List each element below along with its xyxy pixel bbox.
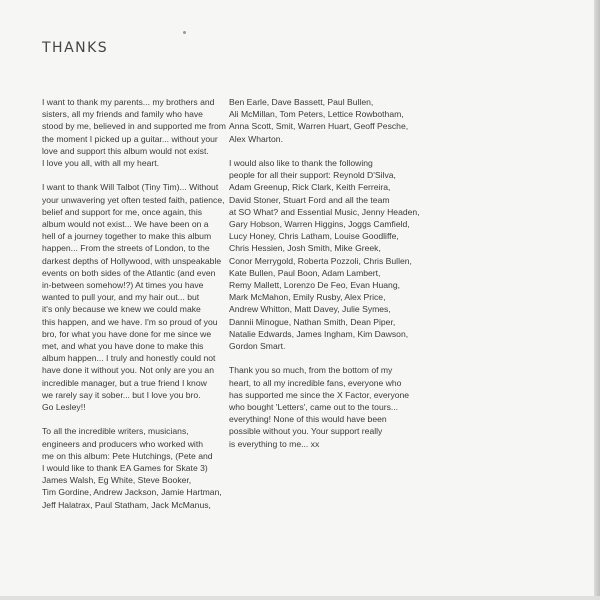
text-line: belief and support for me, once again, this bbox=[42, 206, 203, 217]
text-line: me on this album: Pete Hutchings, (Pete and bbox=[42, 450, 213, 461]
text-line: heart, to all my incredible fans, everyone who bbox=[229, 377, 402, 388]
paragraph bbox=[229, 157, 429, 352]
text-line: the moment I picked up a guitar... without your bbox=[42, 133, 218, 144]
text-line: album happen... I truly and honestly could not bbox=[42, 353, 216, 364]
text-line: I want to thank Will Talbot (Tiny Tim)... Without bbox=[42, 182, 219, 193]
text-line: wanted to pull your, and my hair out... but bbox=[42, 292, 200, 303]
text-line: Alex Wharton. bbox=[229, 133, 283, 144]
text-line: Jeff Halatrax, Paul Statham, Jack McManus, bbox=[42, 499, 211, 510]
text-line: Thank you so much, from the bottom of my bbox=[229, 365, 393, 376]
text-line: sisters, all my friends and family who have bbox=[42, 109, 203, 120]
page-mark bbox=[183, 31, 186, 34]
text-line: To all the incredible writers, musicians, bbox=[42, 426, 189, 437]
text-line: David Stoner, Stuart Ford and all the team bbox=[229, 194, 390, 205]
text-line: album would not exist... We have been on a bbox=[42, 219, 209, 230]
text-line: Andrew Whitton, Matt Davey, Julie Symes, bbox=[229, 304, 391, 315]
text-line: this happen, and we have. I'm so proud of you bbox=[42, 316, 218, 327]
text-line: Conor Merrygold, Roberta Pozzoli, Chris Bullen, bbox=[229, 255, 412, 266]
text-line: Adam Greenup, Rick Clark, Keith Ferreira, bbox=[229, 182, 391, 193]
text-line: Dannii Minogue, Nathan Smith, Dean Piper, bbox=[229, 316, 396, 327]
text-line: people for all their support: Reynold D'Silva, bbox=[229, 170, 396, 181]
text-line: it's only because we knew we could make bbox=[42, 304, 201, 315]
text-line: I love you all, with all my heart. bbox=[42, 158, 160, 169]
text-line: engineers and producers who worked with bbox=[42, 438, 203, 449]
text-line: Remy Mallett, Lorenzo De Feo, Evan Huang, bbox=[229, 280, 401, 291]
text-line: James Walsh, Eg White, Steve Booker, bbox=[42, 475, 192, 486]
text-line: Gordon Smart. bbox=[229, 341, 286, 352]
text-line: Anna Scott, Smit, Warren Huart, Geoff Pesche, bbox=[229, 121, 409, 132]
text-line: have done it without you. Not only are you an bbox=[42, 365, 214, 376]
text-line: Lucy Honey, Chris Latham, Louise Goodliffe, bbox=[229, 231, 399, 242]
text-line: Ali McMillan, Tom Peters, Lettice Rowbotham, bbox=[229, 109, 404, 120]
text-line: met, and what you have done to make this bbox=[42, 341, 204, 352]
text-line: in-between somehow!?) At times you have bbox=[42, 280, 204, 291]
paragraph bbox=[229, 96, 429, 145]
right-column bbox=[229, 96, 429, 462]
text-line: possible without you. Your support really bbox=[229, 426, 383, 437]
text-line: we rarely say it sober... but I love you bro. bbox=[42, 389, 201, 400]
text-line: bro, for what you have done for me since we bbox=[42, 328, 212, 339]
text-line: hell of a journey together to make this album bbox=[42, 231, 212, 242]
text-line: events on both sides of the Atlantic (and even bbox=[42, 267, 216, 278]
text-line: has supported me since the X Factor, everyone bbox=[229, 389, 410, 400]
page-bottom-edge bbox=[0, 596, 600, 600]
text-line: incredible manager, but a true friend I know bbox=[42, 377, 207, 388]
text-line: everything! None of this would have been bbox=[229, 414, 387, 425]
text-line: Go Lesley!! bbox=[42, 402, 86, 413]
text-line: stood by me, believed in and supported me from bbox=[42, 121, 226, 132]
text-line: Kate Bullen, Paul Boon, Adam Lambert, bbox=[229, 267, 381, 278]
paragraph bbox=[42, 425, 232, 510]
text-line: Natalie Edwards, James Ingham, Kim Dawson, bbox=[229, 328, 409, 339]
text-line: happen... From the streets of London, to the bbox=[42, 243, 210, 254]
paragraph bbox=[42, 181, 232, 413]
text-line: Chris Hessien, Josh Smith, Mike Greek, bbox=[229, 243, 381, 254]
text-line: Ben Earle, Dave Bassett, Paul Bullen, bbox=[229, 97, 374, 107]
page-edge-shadow bbox=[594, 0, 600, 600]
paragraph bbox=[42, 96, 232, 169]
text-line: Gary Hobson, Warren Higgins, Joggs Camfield, bbox=[229, 219, 410, 230]
text-line: your unwavering yet often tested faith, patience, bbox=[42, 194, 225, 205]
left-column bbox=[42, 96, 232, 523]
text-line: Tim Gordine, Andrew Jackson, Jamie Hartman, bbox=[42, 487, 222, 498]
page-title: THANKS bbox=[42, 40, 109, 56]
text-line: I want to thank my parents... my brothers and bbox=[42, 97, 215, 107]
text-line: Mark McMahon, Emily Rusby, Alex Price, bbox=[229, 292, 386, 303]
text-line: is everything to me... xx bbox=[229, 438, 320, 449]
text-line: love and support this album would not exist. bbox=[42, 145, 209, 156]
text-line: at SO What? and Essential Music, Jenny Headen, bbox=[229, 206, 420, 217]
text-line: I would like to thank EA Games for Skate 3) bbox=[42, 463, 208, 474]
text-line: I would also like to thank the following bbox=[229, 158, 373, 168]
text-line: darkest depths of Hollywood, with unspeakable bbox=[42, 255, 222, 266]
paragraph bbox=[229, 364, 429, 449]
text-line: who bought 'Letters', came out to the tours... bbox=[229, 402, 399, 413]
